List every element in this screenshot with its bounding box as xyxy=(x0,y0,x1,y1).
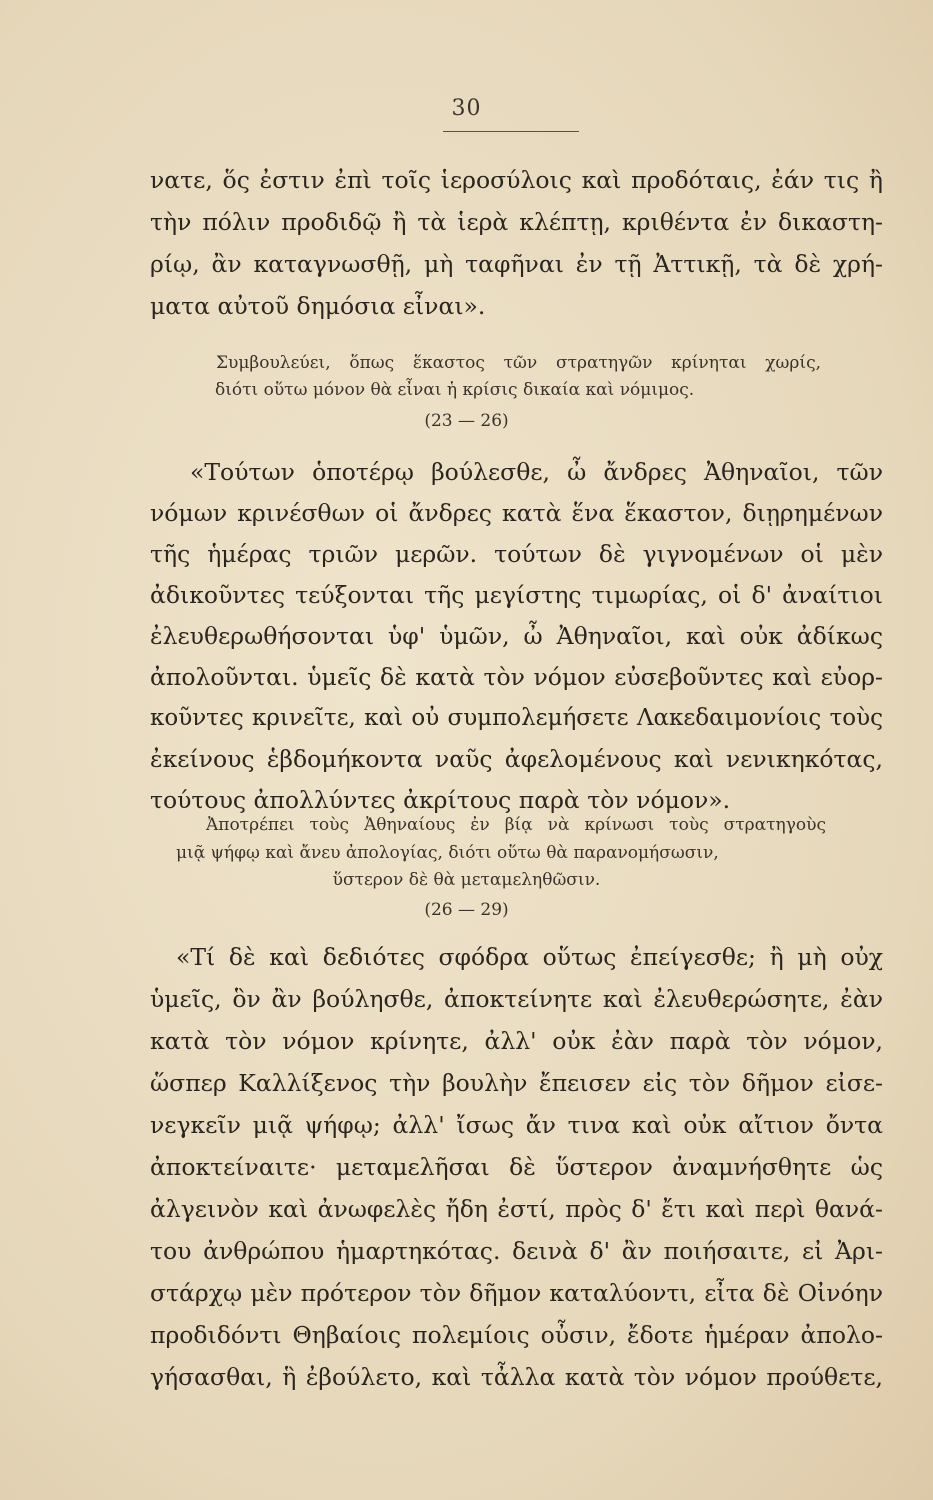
text-line: κοῦντες κρινεῖτε, καὶ οὐ συμπολεμήσετε Λακεδαιμονίοις τοὺς xyxy=(150,705,883,731)
text-line: νεγκεῖν μιᾷ ψήφῳ; ἀλλ' ἴσως ἄν τινα καὶ οὐκ αἴτιον ὄντα xyxy=(150,1111,883,1139)
text-line: ἐλευθερωθήσονται ὑφ' ὑμῶν, ὦ Ἀθηναῖοι, καὶ οὐκ ἀδίκως xyxy=(150,622,883,650)
summary-line: μιᾷ ψήφῳ καὶ ἄνευ ἀπολογίας, διότι οὕτω θὰ παρανομήσωσιν, xyxy=(176,843,719,863)
text-line: ὥσπερ Καλλίξενος τὴν βουλὴν ἔπεισεν εἰς τὸν δῆμον εἰσε- xyxy=(150,1069,883,1097)
text-line: τῆς ἡμέρας τριῶν μερῶν. τούτων δὲ γιγνομένων οἱ μὲν xyxy=(150,540,883,568)
section-reference: (23 — 26) xyxy=(424,411,509,431)
text-line: ὑμεῖς, ὃν ἂν βούλησθε, ἀποκτείνητε καὶ ἐλευθερώσητε, ἐὰν xyxy=(150,985,883,1013)
text-line: τὴν πόλιν προδιδῷ ἢ τὰ ἱερὰ κλέπτῃ, κριθέντα ἐν δικαστη- xyxy=(150,208,883,236)
text-line: ἐκείνους ἑβδομήκοντα ναῦς ἀφελομένους καὶ νενικηκότας, xyxy=(150,745,883,773)
text-line: ἀδικοῦντες τεύξονται τῆς μεγίστης τιμωρίας, οἱ δ' ἀναίτιοι xyxy=(150,581,883,609)
text-line: νατε, ὅς ἐστιν ἐπὶ τοῖς ἱεροσύλοις καὶ προδόταις, ἐάν τις ἢ xyxy=(150,166,883,194)
text-line: στάρχῳ μὲν πρότερον τὸν δῆμον καταλύοντι, εἶτα δὲ Οἰνόην xyxy=(150,1279,883,1307)
text-line: προδιδόντι Θηβαίοις πολεμίοις οὖσιν, ἔδοτε ἡμέραν ἀπολο- xyxy=(150,1321,883,1349)
summary-line: Συμβουλεύει, ὅπως ἕκαστος τῶν στρατηγῶν κρίνηται χωρίς, xyxy=(216,353,821,373)
text-line: ἀπολοῦνται. ὑμεῖς δὲ κατὰ τὸν νόμον εὐσεβοῦντες καὶ εὐορ- xyxy=(150,663,883,691)
section-reference: (26 — 29) xyxy=(424,900,509,920)
summary-line: Ἀποτρέπει τοὺς Ἀθηναίους ἐν βίᾳ νὰ κρίνωσι τοὺς στρατηγοὺς xyxy=(206,815,826,835)
text-line: ρίῳ, ἂν καταγνωσθῇ, μὴ ταφῆναι ἐν τῇ Ἀττικῇ, τὰ δὲ χρή- xyxy=(150,250,883,278)
text-line: του ἀνθρώπου ἡμαρτηκότας. δεινὰ δ' ἂν ποιήσαιτε, εἰ Ἀρι- xyxy=(150,1237,883,1265)
text-line: ἀλγεινὸν καὶ ἀνωφελὲς ἤδη ἐστί, πρὸς δ' ἔτι καὶ περὶ θανά- xyxy=(150,1195,883,1223)
page-number: 30 xyxy=(451,96,482,121)
header-rule xyxy=(443,131,579,132)
summary-line: διότι οὕτω μόνον θὰ εἶναι ἡ κρίσις δικαία καὶ νόμιμος. xyxy=(215,380,695,400)
text-line: γήσασθαι, ἣ ἐβούλετο, καὶ τἆλλα κατὰ τὸν νόμον προύθετε, xyxy=(150,1363,883,1391)
text-line: ματα αὐτοῦ δημόσια εἶναι». xyxy=(150,292,486,320)
text-line: νόμων κρινέσθων οἱ ἄνδρες κατὰ ἕνα ἕκαστον, διῃρημένων xyxy=(150,499,883,527)
summary-line: ὕστερον δὲ θὰ μεταμεληθῶσιν. xyxy=(332,870,601,890)
text-line: ἀποκτείναιτε· μεταμελῆσαι δὲ ὕστερον ἀναμνήσθητε ὡς xyxy=(150,1153,883,1181)
text-line: «Τούτων ὁποτέρῳ βούλεσθε, ὦ ἄνδρες Ἀθηναῖοι, τῶν xyxy=(190,458,883,486)
text-line: τούτους ἀπολλύντες ἀκρίτους παρὰ τὸν νόμον». xyxy=(150,786,731,814)
text-line: κατὰ τὸν νόμον κρίνητε, ἀλλ' οὐκ ἐὰν παρὰ τὸν νόμον, xyxy=(150,1027,883,1055)
text-line: «Τί δὲ καὶ δεδιότες σφόδρα οὕτως ἐπείγεσθε; ἢ μὴ οὐχ xyxy=(176,943,883,971)
